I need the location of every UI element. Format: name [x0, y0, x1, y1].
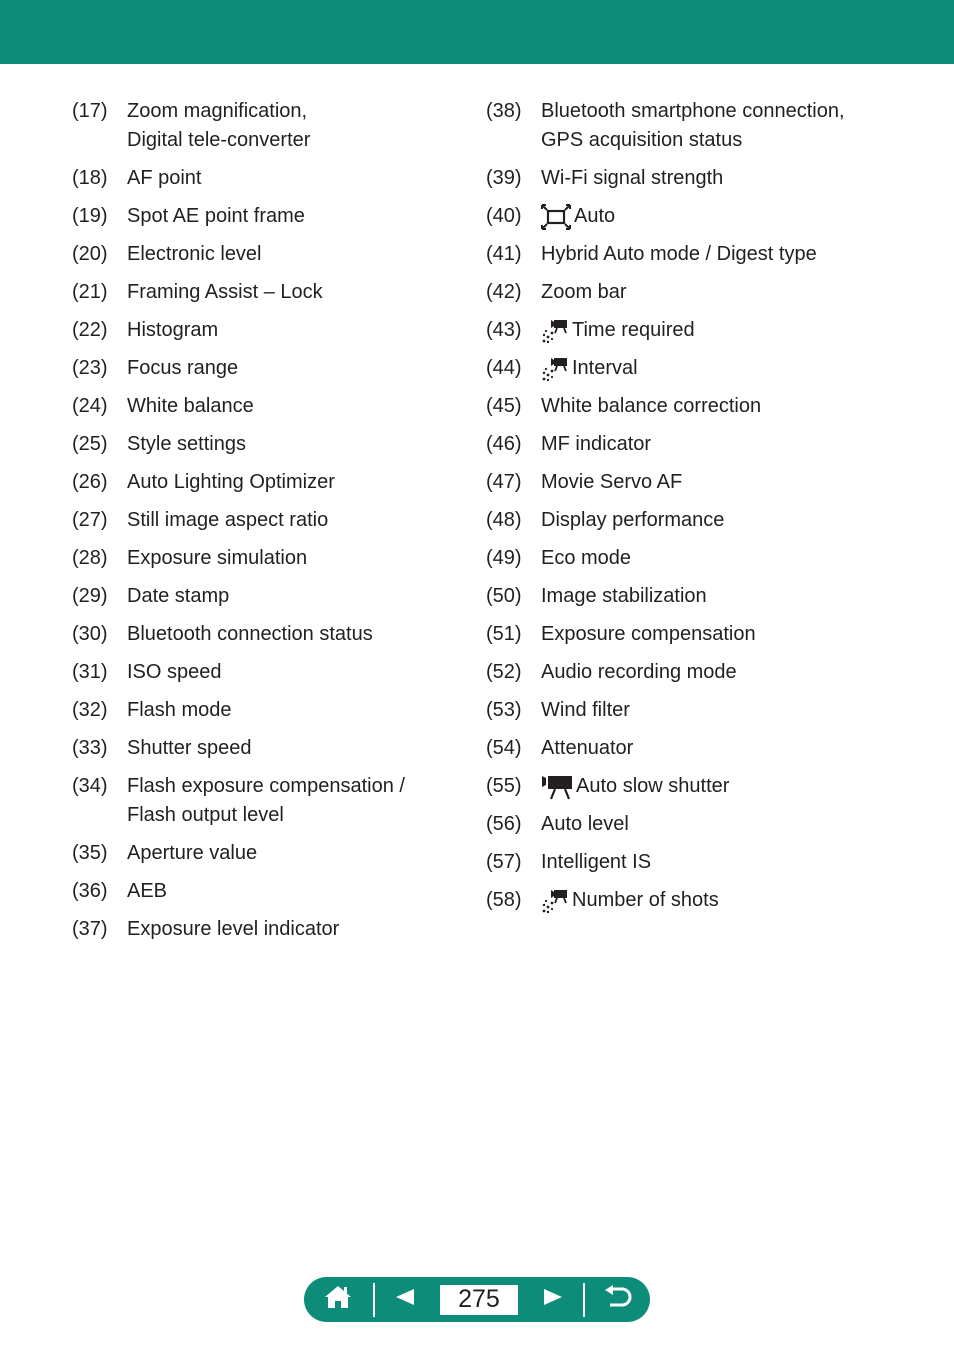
item-label-wrap — [127, 620, 373, 649]
item-label: Bluetooth smartphone connection, GPS acquisition status — [541, 100, 845, 151]
item-number: (34) — [72, 775, 108, 797]
item-number: (23) — [72, 357, 108, 379]
time-lapse-movie-icon — [541, 888, 569, 914]
list-item — [72, 164, 472, 193]
list-item — [486, 506, 926, 535]
list-item — [72, 696, 472, 725]
list-item — [486, 848, 926, 877]
item-number: (40) — [486, 205, 522, 227]
item-label: AF point — [127, 167, 202, 189]
home-button[interactable] — [304, 1277, 373, 1322]
return-arrow-icon — [604, 1285, 632, 1314]
item-label: Still image aspect ratio — [127, 509, 329, 531]
list-item — [72, 316, 472, 345]
item-number: (39) — [486, 167, 522, 189]
item-label: Auto slow shutter — [576, 775, 730, 797]
list-item — [486, 97, 926, 155]
item-label: MF indicator — [541, 433, 652, 455]
item-number: (47) — [486, 471, 522, 493]
item-label: Date stamp — [127, 585, 230, 607]
list-item — [72, 240, 472, 269]
item-label-wrap — [127, 202, 305, 231]
item-label: Style settings — [127, 433, 246, 455]
item-label-wrap — [541, 97, 845, 155]
item-label: Zoom magnification, Digital tele-converter — [127, 100, 311, 151]
movie-camera-icon — [541, 774, 573, 800]
list-item — [72, 430, 472, 459]
item-number: (46) — [486, 433, 522, 455]
item-label-wrap — [127, 658, 222, 687]
list-item — [486, 278, 926, 307]
item-label-wrap — [541, 582, 707, 611]
item-label: Number of shots — [572, 889, 719, 911]
list-item — [486, 316, 926, 345]
list-item — [72, 202, 472, 231]
next-page-button[interactable] — [522, 1277, 583, 1322]
item-number: (50) — [486, 585, 522, 607]
item-number: (55) — [486, 775, 522, 797]
item-label-wrap — [127, 696, 232, 725]
item-number: (17) — [72, 100, 108, 122]
item-number: (53) — [486, 699, 522, 721]
item-number: (33) — [72, 737, 108, 759]
item-label: Bluetooth connection status — [127, 623, 373, 645]
item-label-wrap — [127, 240, 262, 269]
list-item — [72, 658, 472, 687]
item-label: White balance correction — [541, 395, 762, 417]
item-number: (56) — [486, 813, 522, 835]
item-number: (26) — [72, 471, 108, 493]
item-list-right — [486, 97, 926, 924]
list-item — [72, 506, 472, 535]
item-number: (35) — [72, 842, 108, 864]
list-item — [486, 734, 926, 763]
list-item — [72, 97, 472, 155]
list-item — [486, 202, 926, 231]
item-number: (52) — [486, 661, 522, 683]
item-label-wrap — [127, 544, 307, 573]
item-number: (32) — [72, 699, 108, 721]
item-label: Time required — [572, 319, 695, 341]
item-number: (45) — [486, 395, 522, 417]
item-number: (21) — [72, 281, 108, 303]
item-list-left — [72, 97, 472, 953]
list-item — [486, 544, 926, 573]
page-number: 275 — [440, 1285, 519, 1315]
item-number: (44) — [486, 357, 522, 379]
list-item — [72, 915, 472, 944]
item-label: Flash exposure compensation / Flash output level — [127, 775, 405, 826]
item-number: (41) — [486, 243, 522, 265]
item-label-wrap — [127, 734, 252, 763]
item-label-wrap — [541, 316, 695, 345]
item-label: Electronic level — [127, 243, 262, 265]
list-item — [72, 582, 472, 611]
item-label: Hybrid Auto mode / Digest type — [541, 243, 817, 265]
item-label: Auto level — [541, 813, 629, 835]
list-item — [72, 278, 472, 307]
item-label-wrap — [541, 392, 761, 421]
item-label-wrap — [541, 658, 737, 687]
list-item — [72, 877, 472, 906]
item-number: (18) — [72, 167, 108, 189]
item-label: Spot AE point frame — [127, 205, 305, 227]
list-item — [486, 658, 926, 687]
item-label-wrap — [127, 278, 323, 307]
item-label: Interval — [572, 357, 638, 379]
list-item — [486, 620, 926, 649]
item-label-wrap — [541, 430, 651, 459]
list-item — [486, 164, 926, 193]
item-label-wrap — [541, 696, 630, 725]
item-number: (20) — [72, 243, 108, 265]
triangle-left-icon — [395, 1288, 415, 1311]
item-number: (29) — [72, 585, 108, 607]
item-label-wrap — [127, 354, 238, 383]
item-label: Movie Servo AF — [541, 471, 683, 493]
back-button[interactable] — [585, 1277, 650, 1322]
item-label-wrap — [541, 354, 638, 383]
item-label: Exposure compensation — [541, 623, 756, 645]
item-number: (54) — [486, 737, 522, 759]
item-label-wrap — [541, 886, 719, 915]
item-label: Attenuator — [541, 737, 634, 759]
list-item — [72, 734, 472, 763]
auto-zoom-frame-icon — [541, 204, 571, 230]
item-label-wrap — [127, 877, 167, 906]
item-label-wrap — [541, 772, 729, 801]
item-label: Focus range — [127, 357, 239, 379]
item-number: (43) — [486, 319, 522, 341]
item-label-wrap — [127, 582, 229, 611]
item-label: Intelligent IS — [541, 851, 652, 873]
item-number: (30) — [72, 623, 108, 645]
header-bar — [0, 0, 954, 64]
item-label: ISO speed — [127, 661, 222, 683]
list-item — [72, 354, 472, 383]
list-item — [72, 392, 472, 421]
item-label: Eco mode — [541, 547, 632, 569]
item-label: Audio recording mode — [541, 661, 737, 683]
item-label: Auto Lighting Optimizer — [127, 471, 335, 493]
item-label-wrap — [541, 164, 723, 193]
list-item — [486, 392, 926, 421]
item-label-wrap — [127, 506, 328, 535]
item-number: (48) — [486, 509, 522, 531]
item-label-wrap — [541, 810, 629, 839]
list-item — [486, 240, 926, 269]
item-label-wrap — [541, 734, 633, 763]
list-item — [486, 582, 926, 611]
list-item — [486, 430, 926, 459]
item-label-wrap — [541, 620, 756, 649]
item-label-wrap — [541, 202, 615, 231]
previous-page-button[interactable] — [375, 1277, 436, 1322]
item-label: Flash mode — [127, 699, 232, 721]
list-item — [486, 468, 926, 497]
item-label: Exposure simulation — [127, 547, 308, 569]
item-label-wrap — [541, 544, 631, 573]
item-label: Image stabilization — [541, 585, 707, 607]
item-number: (42) — [486, 281, 522, 303]
item-number: (37) — [72, 918, 108, 940]
item-label-wrap — [127, 97, 310, 155]
item-label: Display performance — [541, 509, 725, 531]
item-label: Zoom bar — [541, 281, 627, 303]
item-label-wrap — [127, 839, 257, 868]
item-label-wrap — [541, 506, 724, 535]
item-number: (58) — [486, 889, 522, 911]
item-label: Wind filter — [541, 699, 630, 721]
item-number: (28) — [72, 547, 108, 569]
item-label: Framing Assist – Lock — [127, 281, 323, 303]
item-number: (57) — [486, 851, 522, 873]
list-item — [486, 696, 926, 725]
item-number: (27) — [72, 509, 108, 531]
item-label-wrap — [127, 772, 405, 830]
item-label-wrap — [127, 164, 201, 193]
item-label-wrap — [541, 468, 682, 497]
list-item — [72, 620, 472, 649]
item-number: (19) — [72, 205, 108, 227]
item-label-wrap — [127, 316, 218, 345]
item-number: (36) — [72, 880, 108, 902]
item-label: Aperture value — [127, 842, 258, 864]
item-label: AEB — [127, 880, 168, 902]
item-label-wrap — [127, 468, 335, 497]
time-lapse-movie-icon — [541, 356, 569, 382]
item-label: Histogram — [127, 319, 219, 341]
item-number: (31) — [72, 661, 108, 683]
item-number: (38) — [486, 100, 522, 122]
list-item — [486, 810, 926, 839]
item-label-wrap — [541, 240, 817, 269]
list-item — [72, 468, 472, 497]
item-label-wrap — [127, 430, 246, 459]
item-number: (22) — [72, 319, 108, 341]
item-number: (51) — [486, 623, 522, 645]
home-icon — [324, 1284, 352, 1315]
list-item — [72, 772, 472, 830]
item-label: Shutter speed — [127, 737, 252, 759]
list-item — [486, 772, 926, 801]
item-label-wrap — [541, 848, 651, 877]
time-lapse-movie-icon — [541, 318, 569, 344]
item-label-wrap — [127, 915, 339, 944]
list-item — [486, 354, 926, 383]
item-label-wrap — [541, 278, 627, 307]
item-number: (25) — [72, 433, 108, 455]
item-label: Exposure level indicator — [127, 918, 340, 940]
item-label-wrap — [127, 392, 254, 421]
item-label: White balance — [127, 395, 254, 417]
item-number: (49) — [486, 547, 522, 569]
list-item — [72, 839, 472, 868]
page-navigation-bar — [304, 1277, 650, 1322]
item-number: (24) — [72, 395, 108, 417]
item-label: Auto — [574, 205, 616, 227]
list-item — [72, 544, 472, 573]
triangle-right-icon — [543, 1288, 563, 1311]
item-label: Wi-Fi signal strength — [541, 167, 724, 189]
list-item — [486, 886, 926, 915]
